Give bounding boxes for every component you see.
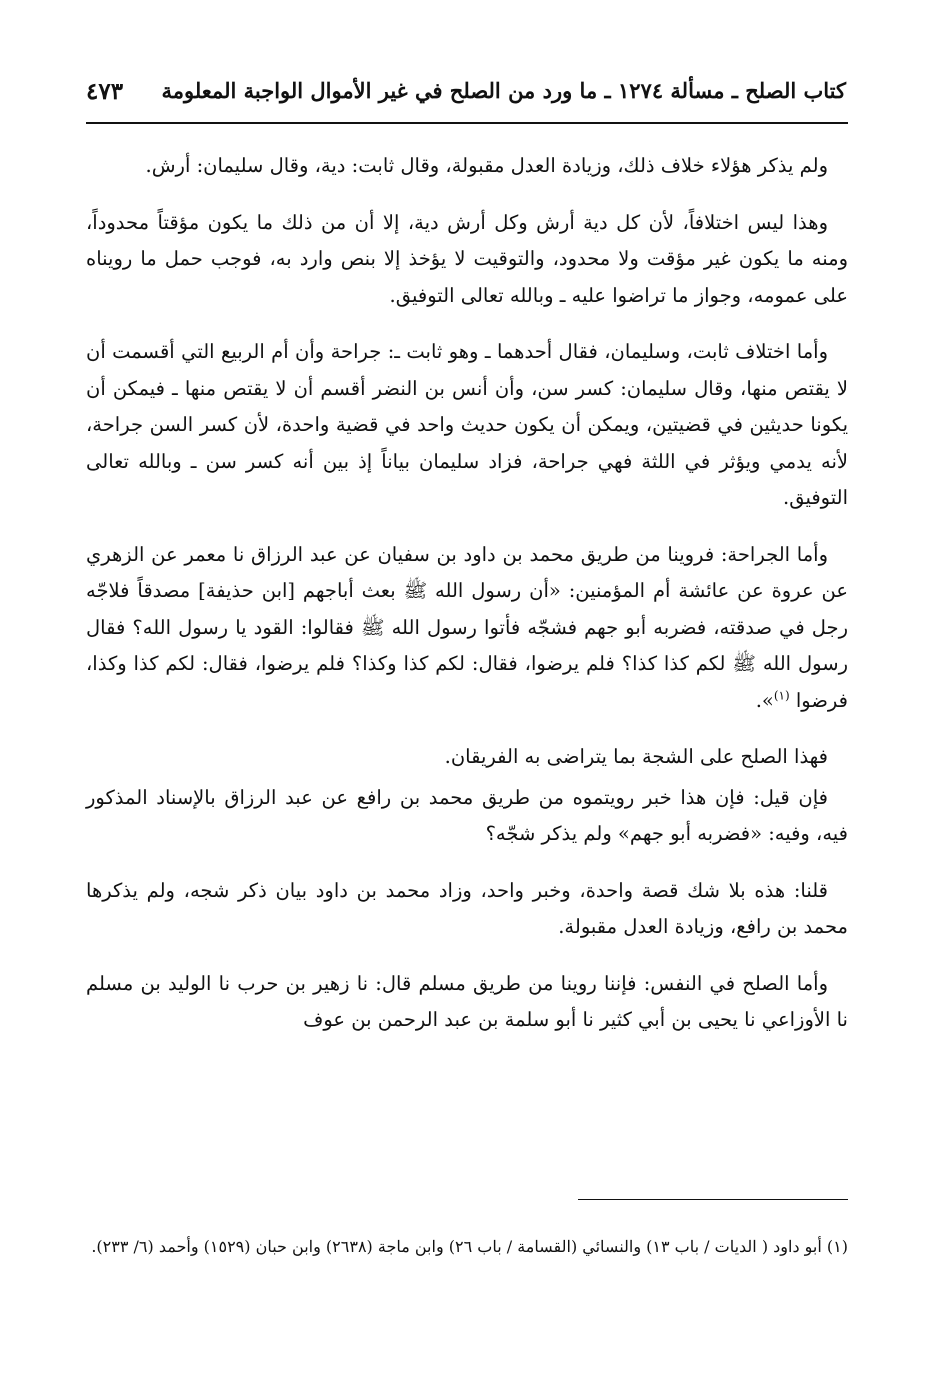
paragraph-4-end: ». bbox=[755, 688, 774, 712]
main-text bbox=[86, 148, 848, 1059]
paragraph-4 bbox=[86, 537, 848, 720]
page-number: ٤٧٣ bbox=[86, 78, 124, 105]
paragraph-2: وهذا ليس اختلافاً، لأن كل دية أرش وكل أرش دية، إلا أن من ذلك ما يكون مؤقتاً محدوداً، ومنه ما يكون غير مؤقت ولا محدود، والتوقيت لا يؤخذ إلا بنص وارد به، فوجب حمل ما رويناه على عمومه، وجواز ما تراضوا عليه ـ وبالله تعالى التوفيق. bbox=[86, 210, 848, 307]
paragraph-7: قلنا: هذه بلا شك قصة واحدة، وخبر واحد، وزاد محمد بن داود بيان ذكر شجه، ولم يذكرها محمد بن رافع، وزيادة العدل مقبولة. bbox=[86, 878, 848, 938]
footnote-divider bbox=[578, 1199, 848, 1200]
paragraph-3: وأما اختلاف ثابت، وسليمان، فقال أحدهما ـ وهو ثابت ـ: جراحة وأن أم الربيع التي أقسمت أن لا يقتص منها، وقال سليمان: كسر سن، وأن أنس بن النضر أقسم أن لا يقتص منها ـ فيمكن أن يكونا حديثين في قضيتين، ويمكن أن يكون حديث واحد في قضية واحدة، لأن كسر السن جراحة، لأنه يدمي ويؤثر في اللثة فهي جراحة، فزاد سليمان بياناً إذ بين أنه كسر سن ـ وبالله تعالى التوفيق. bbox=[86, 340, 848, 509]
paragraph-4-text: وأما الجراحة: فروينا من طريق محمد بن داود بن سفيان عن عبد الرزاق نا معمر عن الزهري عن عروة عن عائشة أم المؤمنين: «أن رسول الله ﷺ بعث أباجهم [ابن حذيفة] مصدقاً فلاجّه رجل في صدقته، فضربه أبو جهم فشجّه فأتوا رسول الله ﷺ فقالوا: القود يا رسول الله؟ فقال رسول الله ﷺ لكم كذا كذا؟ فلم يرضوا، فقال: لكم كذا وكذا؟ فلم يرضوا، فقال: لكم كذا وكذا، فرضوا bbox=[86, 542, 848, 712]
header-divider bbox=[86, 122, 848, 124]
footnote-reference: (١) bbox=[773, 688, 790, 702]
paragraph-8: وأما الصلح في النفس: فإننا روينا من طريق مسلم قال: نا زهير بن حرب نا الوليد بن مسلم نا الأوزاعي نا يحيى بن أبي كثير نا أبو سلمة بن عبد الرحمن بن عوف bbox=[86, 971, 848, 1031]
header-title: كتاب الصلح ـ مسألة ١٢٧٤ ـ ما ورد من الصلح في غير الأموال الواجبة المعلومة bbox=[161, 78, 846, 103]
footnote: (١) أبو داود ( الديات / باب ١٣) والنسائي (القسامة / باب ٢٦) وابن ماجة (٢٦٣٨) وابن حبان (١٥٢٩) وأحمد (٦/ ٢٣٣). bbox=[91, 1237, 848, 1256]
running-header bbox=[86, 70, 846, 118]
paragraph-5: فهذا الصلح على الشجة بما يتراضى به الفريقان. bbox=[444, 745, 828, 768]
paragraph-6: فإن قيل: فإن هذا خبر رويتموه من طريق محمد بن رافع عن عبد الرزاق بالإسناد المذكور فيه، وفيه: «فضربه أبو جهم» ولم يذكر شجّه؟ bbox=[86, 785, 848, 845]
paragraph-1: ولم يذكر هؤلاء خلاف ذلك، وزيادة العدل مقبولة، وقال ثابت: دية، وقال سليمان: أرش. bbox=[145, 154, 828, 177]
